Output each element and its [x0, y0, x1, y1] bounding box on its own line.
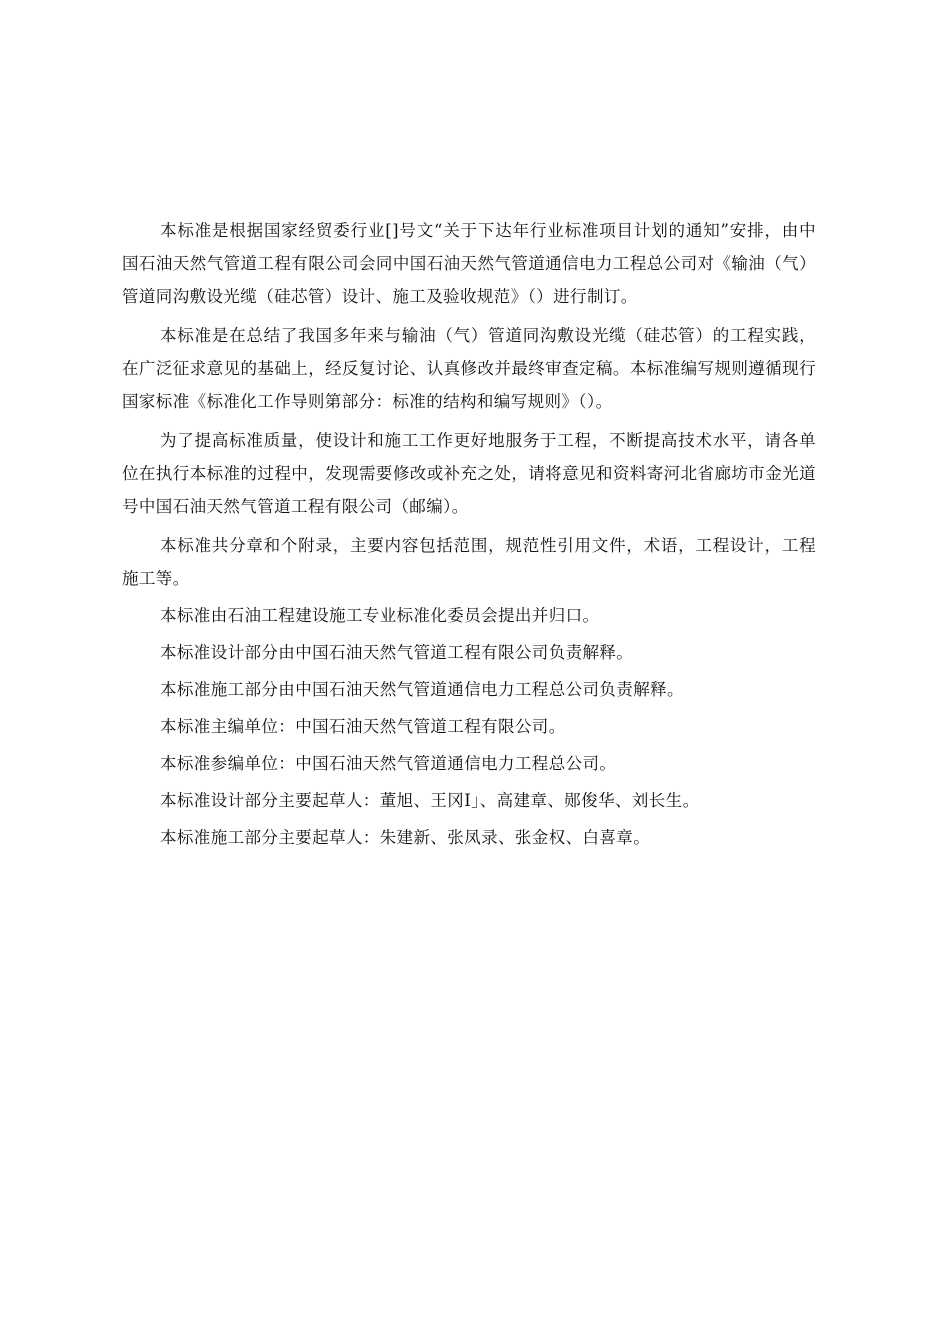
paragraph-project-basis: 本标准是根据国家经贸委行业[]号文“关于下达年行业标准项目计划的通知”安排，由中国石油天然气管道工程有限公司会同中国石油天然气管道通信电力工程总公司对《输油（气）管道同沟敷设光缆（硅芯管）设计、施工及验收规范》（）进行制订。 [122, 221, 816, 306]
paragraph-summary: 本标准是在总结了我国多年来与输油（气）管道同沟敷设光缆（硅芯管）的工程实践，在广泛征求意见的基础上，经反复讨论、认真修改并最终审查定稿。本标准编写规则遵循现行国家标准《标准化工作导则第部分：标准的结构和编写规则》（）。 [122, 326, 816, 411]
paragraph-chief-editor: 本标准主编单位：中国石油天然气管道工程有限公司。 [160, 717, 566, 736]
paragraph-design-drafters: 本标准设计部分主要起草人：董旭、王冈I」、高建章、郧俊华、刘长生。 [160, 791, 700, 810]
paragraph-structure: 本标准共分章和个附录，主要内容包括范围，规范性引用文件，术语，工程设计，工程施工等。 [122, 536, 816, 588]
paragraph-construction-interpretation: 本标准施工部分由中国石油天然气管道通信电力工程总公司负责解释。 [160, 680, 684, 699]
paragraph-design-interpretation: 本标准设计部分由中国石油天然气管道工程有限公司负责解释。 [160, 643, 634, 662]
paragraph-feedback-request: 为了提高标准质量，使设计和施工工作更好地服务于工程，不断提高技术水平，请各单位在执行本标准的过程中，发现需要修改或补充之处，请将意见和资料寄河北省廊坊市金光道号中国石油天然气管道工程有限公司（邮编）。 [122, 431, 816, 516]
document-body [122, 214, 816, 854]
paragraph-construction-drafters: 本标准施工部分主要起草人：朱建新、张凤录、张金权、白喜章。 [160, 828, 651, 847]
paragraph-participating-unit: 本标准参编单位：中国石油天然气管道通信电力工程总公司。 [160, 754, 617, 773]
paragraph-proposer: 本标准由石油工程建设施工专业标准化委员会提出并归口。 [160, 606, 600, 625]
